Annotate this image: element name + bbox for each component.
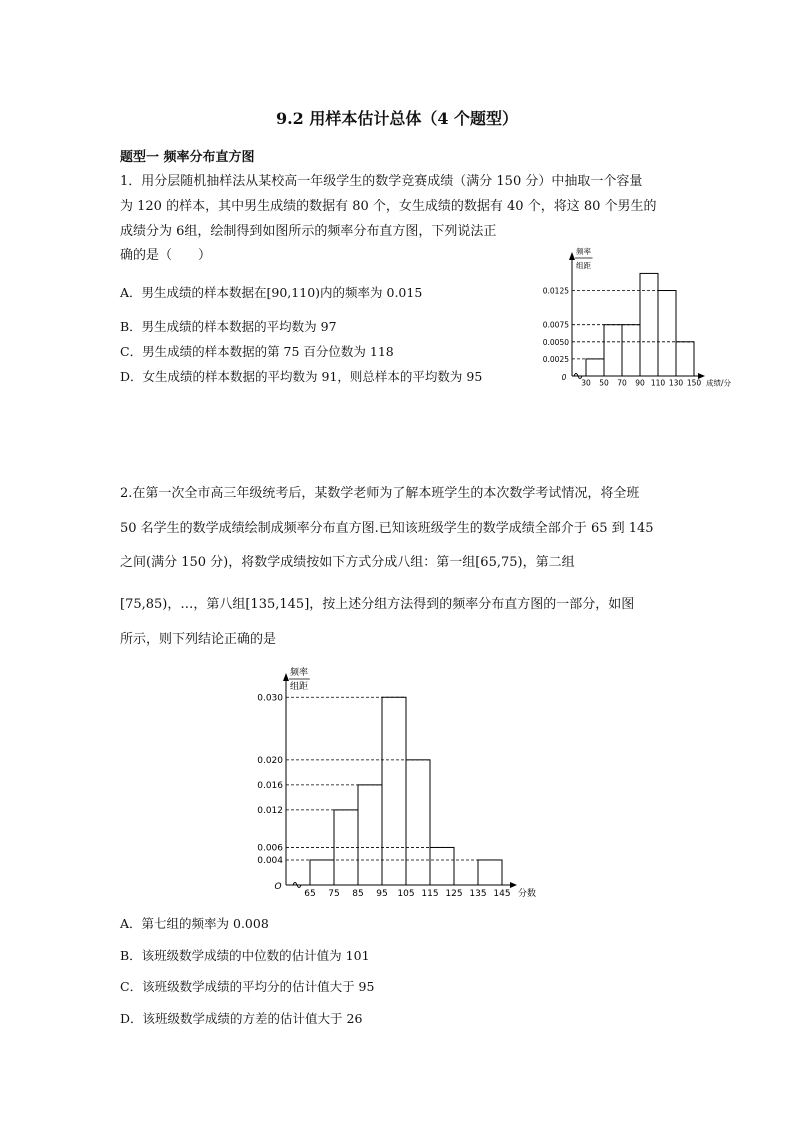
- origin-label: 0: [561, 373, 567, 382]
- histogram-bar: [676, 342, 694, 376]
- page-title: 9.2 用样本估计总体（4 个题型）: [275, 109, 519, 128]
- histogram-2: [240, 655, 560, 905]
- q2-line-4: [75,85)，…，第八组[135,145]，按上述分组方法得到的频率分布直方图的一部分，如图: [120, 597, 635, 612]
- x-tick-label: 90: [635, 378, 645, 388]
- x-tick-label: 110: [650, 378, 666, 388]
- q2-line-5: 所示，则下列结论正确的是: [120, 632, 277, 647]
- x-tick-label: 125: [445, 889, 463, 899]
- histogram-bar: [382, 697, 406, 885]
- x-axis-arrow: [510, 882, 517, 888]
- x-tick-label: 105: [397, 889, 415, 899]
- origin-label: O: [274, 882, 282, 892]
- histogram-bar: [430, 847, 454, 885]
- x-tick-label: 75: [328, 889, 340, 899]
- x-tick-label: 150: [686, 378, 702, 388]
- y-axis-label-bottom: 组距: [576, 261, 591, 270]
- y-tick-label: 0.030: [257, 693, 283, 704]
- y-axis-label-top: 频率: [576, 247, 591, 256]
- q2-option-c: C．该班级数学成绩的平均分的估计值大于 95: [120, 979, 375, 994]
- x-tick-label: 50: [599, 378, 609, 388]
- x-tick-label: 70: [617, 378, 627, 388]
- q1-option-c: C．男生成绩的样本数据的第 75 百分位数为 118: [120, 344, 394, 359]
- y-tick-label: 0.016: [257, 780, 283, 791]
- y-tick-label: 0.0125: [542, 286, 569, 296]
- histogram-bar: [310, 860, 334, 885]
- y-tick-label: 0.012: [257, 805, 283, 816]
- x-tick-label: 115: [421, 889, 439, 899]
- histogram-bar: [358, 785, 382, 885]
- q2-line-2: 50 名学生的数学成绩绘制成频率分布直方图.已知该班级学生的数学成绩全部介于 65 到 145: [120, 521, 654, 536]
- y-axis-arrow: [283, 673, 289, 681]
- y-tick-label: 0.020: [257, 755, 283, 766]
- q1-line-3: 成绩分为 6组，绘制得到如图所示的频率分布直方图，下列说法正: [120, 224, 497, 239]
- q1-option-a: A．男生成绩的样本数据在[90,110)内的频率为 0.015: [120, 285, 423, 300]
- histogram-bar: [640, 273, 658, 376]
- x-axis-label: 分数: [518, 889, 537, 899]
- histogram-bar: [478, 860, 502, 885]
- x-tick-label: 135: [469, 889, 487, 899]
- x-tick-label: 130: [668, 378, 684, 388]
- y-tick-label: 0.0050: [542, 337, 569, 347]
- q2-option-a: A．第七组的频率为 0.008: [120, 916, 269, 931]
- y-axis-arrow: [569, 252, 575, 260]
- q1-option-b: B．男生成绩的样本数据的平均数为 97: [120, 319, 337, 334]
- x-tick-label: 30: [581, 378, 591, 388]
- x-tick-label: 85: [352, 889, 364, 899]
- y-tick-label: 0.004: [257, 855, 283, 866]
- q2-option-d: D．该班级数学成绩的方差的估计值大于 26: [120, 1011, 363, 1026]
- x-tick-label: 145: [493, 889, 511, 899]
- y-tick-label: 0.0025: [542, 354, 569, 364]
- x-tick-label: 65: [304, 889, 316, 899]
- histogram-1: [530, 240, 750, 392]
- section-heading: 题型一 频率分布直方图: [120, 150, 255, 165]
- q1-line-2: 为 120 的样本，其中男生成绩的数据有 80 个，女生成绩的数据有 40 个，将这 80 个男生的: [120, 199, 657, 214]
- q1-line-4: 确的是（ ）: [120, 248, 212, 263]
- histogram-bar: [406, 760, 430, 885]
- q2-line-1: 2.在第一次全市高三年级统考后，某数学老师为了解本班学生的本次数学考试情况，将全班: [120, 486, 640, 501]
- q2-line-3: 之间(满分 150 分)，将数学成绩按如下方式分成八组：第一组[65,75)，第二组: [120, 555, 575, 570]
- y-axis-label-bottom: 组距: [290, 682, 309, 692]
- q1-line-1: 1．用分层随机抽样法从某校高一年级学生的数学竞赛成绩（满分 150 分）中抽取一个容量: [120, 174, 643, 189]
- x-tick-label: 95: [376, 889, 388, 899]
- histogram-bar: [658, 291, 676, 376]
- histogram-bar: [622, 325, 640, 376]
- y-tick-label: 0.006: [257, 843, 283, 854]
- q2-option-b: B．该班级数学成绩的中位数的估计值为 101: [120, 948, 370, 963]
- histogram-bar: [586, 359, 604, 376]
- y-tick-label: 0.0075: [542, 320, 569, 330]
- histogram-bar: [604, 325, 622, 376]
- y-axis-label-top: 频率: [290, 668, 309, 678]
- x-axis-label: 成绩/分: [706, 378, 732, 388]
- q1-option-d: D．女生成绩的样本数据的平均数为 91，则总样本的平均数为 95: [120, 369, 483, 384]
